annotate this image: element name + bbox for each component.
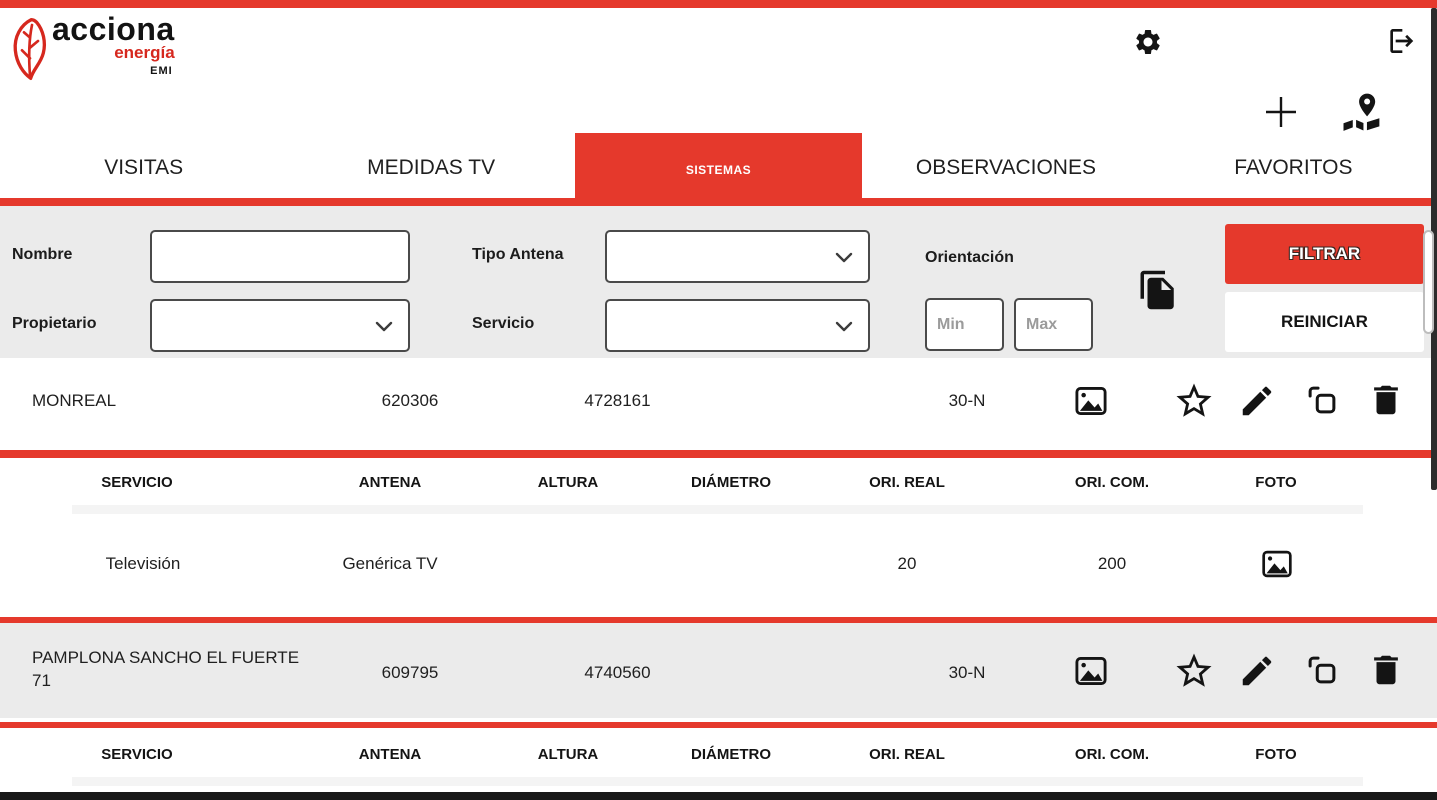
system-edit-button[interactable] — [1237, 381, 1277, 421]
tab-medidas-tv[interactable]: MEDIDAS TV — [287, 138, 574, 198]
col-antena: ANTENA — [358, 746, 422, 763]
col-servicio: SERVICIO — [101, 474, 173, 491]
settings-button[interactable] — [1131, 25, 1165, 59]
pencil-icon — [1238, 652, 1276, 690]
reiniciar-button[interactable]: REINICIAR — [1225, 292, 1424, 352]
system-row-monreal[interactable] — [0, 358, 1437, 450]
orientacion-min-input[interactable] — [925, 298, 1004, 351]
brand-name: acciona — [52, 11, 175, 47]
col-ori-com: ORI. COM. — [1074, 474, 1150, 491]
orientacion-max-input[interactable] — [1014, 298, 1093, 351]
system-photo-button[interactable] — [1072, 652, 1110, 690]
col-ori-real: ORI. REAL — [869, 474, 945, 491]
servicio-select[interactable] — [605, 299, 870, 352]
cell-ori-com: 200 — [1097, 554, 1127, 573]
system-utm-x: 609795 — [381, 663, 439, 682]
brand-tagline: energía — [114, 43, 175, 62]
chevron-down-icon — [832, 245, 856, 269]
col-altura: ALTURA — [537, 746, 599, 763]
duplicate-icon — [1303, 381, 1341, 419]
chevron-down-icon — [832, 314, 856, 338]
col-antena: ANTENA — [358, 474, 422, 491]
tab-sistemas[interactable]: SISTEMAS — [575, 133, 862, 206]
filter-panel — [0, 206, 1437, 358]
col-ori-real: ORI. REAL — [869, 746, 945, 763]
system-edit-button[interactable] — [1237, 651, 1277, 691]
col-altura: ALTURA — [537, 474, 599, 491]
trash-icon — [1367, 381, 1405, 419]
copy-docs-icon — [1137, 269, 1179, 311]
col-diametro: DIÁMETRO — [691, 474, 771, 491]
system-duplicate-button[interactable] — [1302, 650, 1342, 690]
photo-icon — [1073, 653, 1109, 689]
nombre-input[interactable] — [150, 230, 410, 283]
tab-favoritos[interactable]: FAVORITOS — [1150, 138, 1437, 198]
system-orientation: 30-N — [948, 663, 986, 682]
logout-icon — [1385, 25, 1417, 57]
filtrar-button[interactable]: FILTRAR — [1225, 224, 1424, 284]
col-ori-com: ORI. COM. — [1074, 746, 1150, 763]
propietario-select[interactable] — [150, 299, 410, 352]
gear-icon — [1133, 27, 1163, 57]
subtable-header — [0, 458, 1437, 514]
system-utm-y: 4740560 — [584, 663, 651, 682]
add-button[interactable] — [1261, 92, 1301, 132]
system-duplicate-button[interactable] — [1302, 380, 1342, 420]
system-delete-button[interactable] — [1366, 380, 1406, 420]
system-orientation: 30-N — [948, 391, 986, 410]
col-foto: FOTO — [1255, 474, 1297, 491]
system-name: PAMPLONA SANCHO EL FUERTE 71 — [32, 648, 300, 690]
photo-icon — [1260, 547, 1294, 581]
chevron-down-icon — [372, 314, 396, 338]
system-favorite-button[interactable] — [1172, 379, 1216, 423]
section-divider — [0, 450, 1437, 458]
acciona-logo — [10, 12, 175, 86]
antenna-row[interactable] — [0, 514, 1437, 614]
col-servicio: SERVICIO — [101, 746, 173, 763]
system-favorite-button[interactable] — [1172, 649, 1216, 693]
propietario-label: Propietario — [12, 315, 97, 332]
logout-button[interactable] — [1384, 24, 1418, 58]
trash-icon — [1367, 651, 1405, 689]
orientacion-label: Orientación — [925, 249, 1014, 266]
copy-filters-button[interactable] — [1136, 268, 1180, 312]
top-accent-bar — [0, 0, 1437, 8]
photo-icon — [1073, 383, 1109, 419]
tab-underline — [0, 198, 1437, 206]
tab-observaciones[interactable]: OBSERVACIONES — [862, 138, 1149, 198]
cell-ori-real: 20 — [897, 554, 917, 573]
leaf-logo-icon — [10, 12, 50, 86]
tipo-antena-label: Tipo Antena — [472, 246, 564, 263]
tab-bar — [0, 138, 1437, 198]
servicio-label: Servicio — [472, 315, 535, 332]
plus-icon — [1261, 92, 1301, 132]
antenna-photo-button[interactable] — [1259, 546, 1295, 582]
brand-badge: EMI — [150, 65, 173, 77]
col-diametro: DIÁMETRO — [691, 746, 771, 763]
system-photo-button[interactable] — [1072, 382, 1110, 420]
star-icon — [1173, 380, 1215, 422]
system-utm-y: 4728161 — [584, 391, 651, 410]
system-row-pamplona[interactable] — [0, 623, 1437, 718]
bottom-edge-bar — [0, 792, 1437, 800]
pencil-icon — [1238, 382, 1276, 420]
cell-antena: Genérica TV — [342, 554, 438, 573]
tab-visitas[interactable]: VISITAS — [0, 138, 287, 198]
system-utm-x: 620306 — [381, 391, 439, 410]
map-button[interactable] — [1339, 90, 1383, 134]
map-pin-icon — [1340, 91, 1382, 133]
cell-servicio: Televisión — [105, 554, 181, 573]
header-underline — [72, 505, 1363, 514]
system-delete-button[interactable] — [1366, 650, 1406, 690]
star-icon — [1173, 650, 1215, 692]
header-underline — [72, 777, 1363, 786]
subtable-header — [0, 728, 1437, 792]
tipo-antena-select[interactable] — [605, 230, 870, 283]
system-name: MONREAL — [32, 391, 117, 410]
duplicate-icon — [1303, 651, 1341, 689]
nombre-label: Nombre — [12, 246, 73, 263]
col-foto: FOTO — [1255, 746, 1297, 763]
scrollbar-thumb[interactable] — [1423, 230, 1434, 334]
